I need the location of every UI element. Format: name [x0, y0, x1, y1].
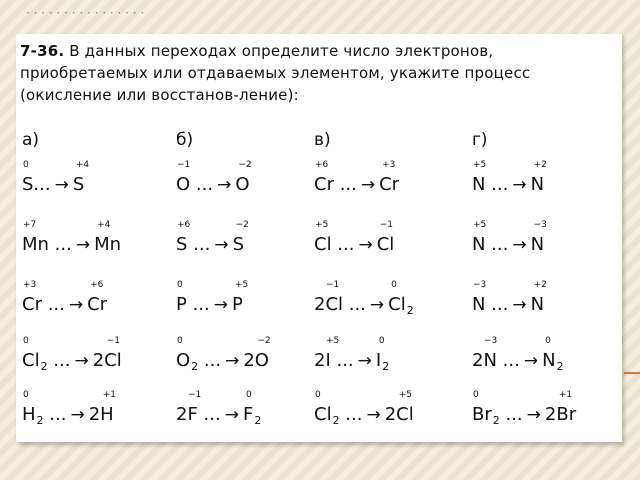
redox-transition — [22, 280, 172, 320]
redox-transition — [472, 390, 622, 430]
arrow-icon: → — [366, 405, 381, 425]
reactant: Cr ... — [22, 294, 65, 315]
product: Cr — [379, 174, 400, 195]
reactant: $Cl_2$ ... — [22, 350, 71, 373]
oxidation-state-after: +1 — [102, 390, 116, 400]
oxidation-state-after: +2 — [533, 280, 547, 290]
product: N — [530, 294, 545, 315]
oxidation-state-after: +5 — [235, 280, 249, 290]
equation — [472, 404, 576, 427]
product: $Cl_2$ — [388, 294, 414, 317]
equation — [176, 404, 261, 427]
oxidation-state-after: +2 — [533, 160, 547, 170]
column-label: а) — [22, 130, 40, 150]
oxidation-state-after: +4 — [75, 160, 90, 170]
redox-transition — [22, 390, 172, 430]
arrow-icon: → — [224, 405, 239, 425]
oxidation-state-after: −2 — [257, 336, 271, 346]
product: Cl — [376, 234, 395, 255]
redox-transition — [314, 220, 464, 260]
equation — [472, 294, 544, 315]
equation — [22, 404, 114, 427]
arrow-icon: → — [357, 351, 372, 371]
product: 2Cl — [384, 404, 414, 425]
product: S — [232, 234, 244, 255]
oxidation-state-after: 0 — [391, 280, 397, 290]
redox-transition — [314, 160, 464, 200]
product: Cr — [87, 294, 108, 315]
product: 2Br — [544, 404, 577, 425]
reactant: Cr ... — [314, 174, 357, 195]
arrow-icon: → — [213, 295, 228, 315]
equation — [22, 174, 84, 195]
oxidation-state-after: 0 — [245, 390, 252, 400]
equation — [314, 404, 414, 427]
oxidation-state-before: 0 — [177, 336, 183, 346]
reactant: N ... — [472, 174, 509, 195]
oxidation-state-after: −1 — [106, 336, 120, 346]
arrow-icon: → — [68, 295, 84, 315]
oxidation-state-before: +5 — [473, 220, 487, 230]
redox-transition — [176, 336, 326, 376]
oxidation-state-after: +5 — [398, 390, 412, 400]
reactant: P ... — [176, 294, 210, 315]
oxidation-state-before: −1 — [326, 280, 340, 290]
oxidation-state-after: −1 — [379, 220, 393, 230]
product: S — [72, 174, 85, 195]
arrow-icon: → — [54, 175, 69, 195]
redox-transition — [22, 160, 172, 200]
reactant: 2I ... — [314, 350, 354, 371]
oxidation-state-after: −2 — [238, 160, 252, 170]
oxidation-state-after: −3 — [533, 220, 547, 230]
arrow-icon: → — [512, 295, 527, 315]
equation — [22, 234, 121, 255]
redox-transition — [472, 336, 622, 376]
reactant: 2F ... — [176, 404, 221, 425]
oxidation-state-after: −2 — [235, 220, 249, 230]
arrow-icon: → — [70, 405, 85, 425]
arrow-icon: → — [512, 175, 527, 195]
reactant: $Br_2$ ... — [472, 404, 523, 427]
redox-transition — [22, 336, 172, 376]
arrow-icon: → — [523, 351, 539, 371]
redox-transition — [176, 220, 329, 260]
product: $I_2$ — [375, 350, 390, 373]
redox-transition — [314, 280, 464, 320]
product: N — [530, 234, 545, 255]
reactant: N ... — [472, 234, 509, 255]
oxidation-state-before: 0 — [23, 336, 29, 346]
reactant: N ... — [472, 294, 509, 315]
product: $N_2$ — [542, 350, 564, 373]
redox-transition — [176, 390, 326, 430]
redox-transition — [314, 336, 464, 376]
oxidation-state-before: 0 — [473, 390, 479, 400]
redox-transition — [472, 220, 622, 260]
oxidation-state-after: +1 — [558, 390, 573, 400]
redox-transition — [176, 280, 326, 320]
product: P — [232, 294, 243, 315]
cropped-text-fragment: · · · · · · · · · · · · · · · · — [26, 6, 145, 20]
oxidation-state-before: 0 — [315, 390, 321, 400]
oxidation-state-after: 0 — [378, 336, 385, 346]
reactant: Cl ... — [314, 234, 355, 255]
oxidation-state-before: +5 — [315, 220, 329, 230]
reactant: Mn ... — [22, 234, 72, 255]
oxidation-state-after: +6 — [90, 280, 104, 290]
reactant: $H_2$ ... — [22, 404, 67, 427]
product: 2Cl — [92, 350, 122, 371]
arrow-icon: → — [526, 405, 541, 425]
equation — [176, 350, 269, 373]
equation — [176, 234, 244, 255]
arrow-icon: → — [75, 235, 91, 255]
oxidation-state-before: 0 — [23, 390, 29, 400]
redox-transition — [314, 390, 464, 430]
reactant: S... — [22, 174, 51, 195]
task-number: 7-36. — [20, 42, 65, 60]
column-label: б) — [176, 130, 194, 150]
reactant: 2Cl ... — [314, 294, 366, 315]
equation — [472, 350, 564, 373]
textbook-excerpt — [16, 34, 622, 442]
oxidation-state-before: +6 — [315, 160, 329, 170]
oxidation-state-before: +5 — [473, 160, 487, 170]
arrow-icon: → — [512, 235, 527, 255]
oxidation-state-before: 0 — [23, 160, 29, 170]
product: O — [235, 174, 250, 195]
product: $F_2$ — [242, 404, 262, 427]
equation — [22, 350, 122, 373]
equation — [176, 174, 249, 195]
redox-transition — [472, 280, 622, 320]
oxidation-state-before: −3 — [484, 336, 498, 346]
oxidation-state-before: −1 — [177, 160, 191, 170]
product: Mn — [94, 234, 122, 255]
oxidation-state-before: −1 — [188, 390, 202, 400]
arrow-icon: → — [360, 175, 376, 195]
redox-transition — [176, 160, 329, 200]
arrow-icon: → — [214, 235, 229, 255]
equation — [176, 294, 243, 315]
redox-transition — [472, 160, 622, 200]
oxidation-state-after: 0 — [545, 336, 551, 346]
oxidation-state-after: +4 — [97, 220, 111, 230]
equation — [314, 234, 394, 255]
column-label: г) — [472, 130, 488, 150]
oxidation-state-before: +6 — [177, 220, 191, 230]
oxidation-state-before: +7 — [23, 220, 37, 230]
redox-transition — [22, 220, 172, 260]
reactant: $O_2$ ... — [176, 350, 222, 373]
product: 2O — [243, 350, 269, 371]
equation — [472, 174, 544, 195]
column-label: в) — [314, 130, 331, 150]
task-statement — [20, 40, 614, 106]
equation — [314, 294, 414, 317]
oxidation-state-before: −3 — [473, 280, 487, 290]
arrow-icon: → — [217, 175, 232, 195]
equation — [22, 294, 107, 315]
reactant: O ... — [176, 174, 214, 195]
oxidation-state-before: +5 — [326, 336, 340, 346]
arrow-icon: → — [358, 235, 373, 255]
product: N — [530, 174, 545, 195]
arrow-icon: → — [74, 351, 89, 371]
product: 2H — [88, 404, 114, 425]
equation — [314, 350, 389, 373]
reactant: $Cl_2$ ... — [314, 404, 363, 427]
oxidation-state-before: 0 — [177, 280, 183, 290]
equation — [472, 234, 544, 255]
arrow-icon: → — [369, 295, 385, 315]
task-text: В данных переходах определите число электронов, приобретаемых или отдаваемых элементом, укажите процесс (окисление или восстанов-ление): — [20, 42, 531, 104]
oxidation-state-before: +3 — [23, 280, 37, 290]
arrow-icon: → — [225, 351, 240, 371]
reactant: S ... — [176, 234, 211, 255]
oxidation-state-after: +3 — [382, 160, 396, 170]
equation — [314, 174, 399, 195]
decorative-accent-line — [624, 372, 640, 374]
reactant: 2N ... — [472, 350, 520, 371]
